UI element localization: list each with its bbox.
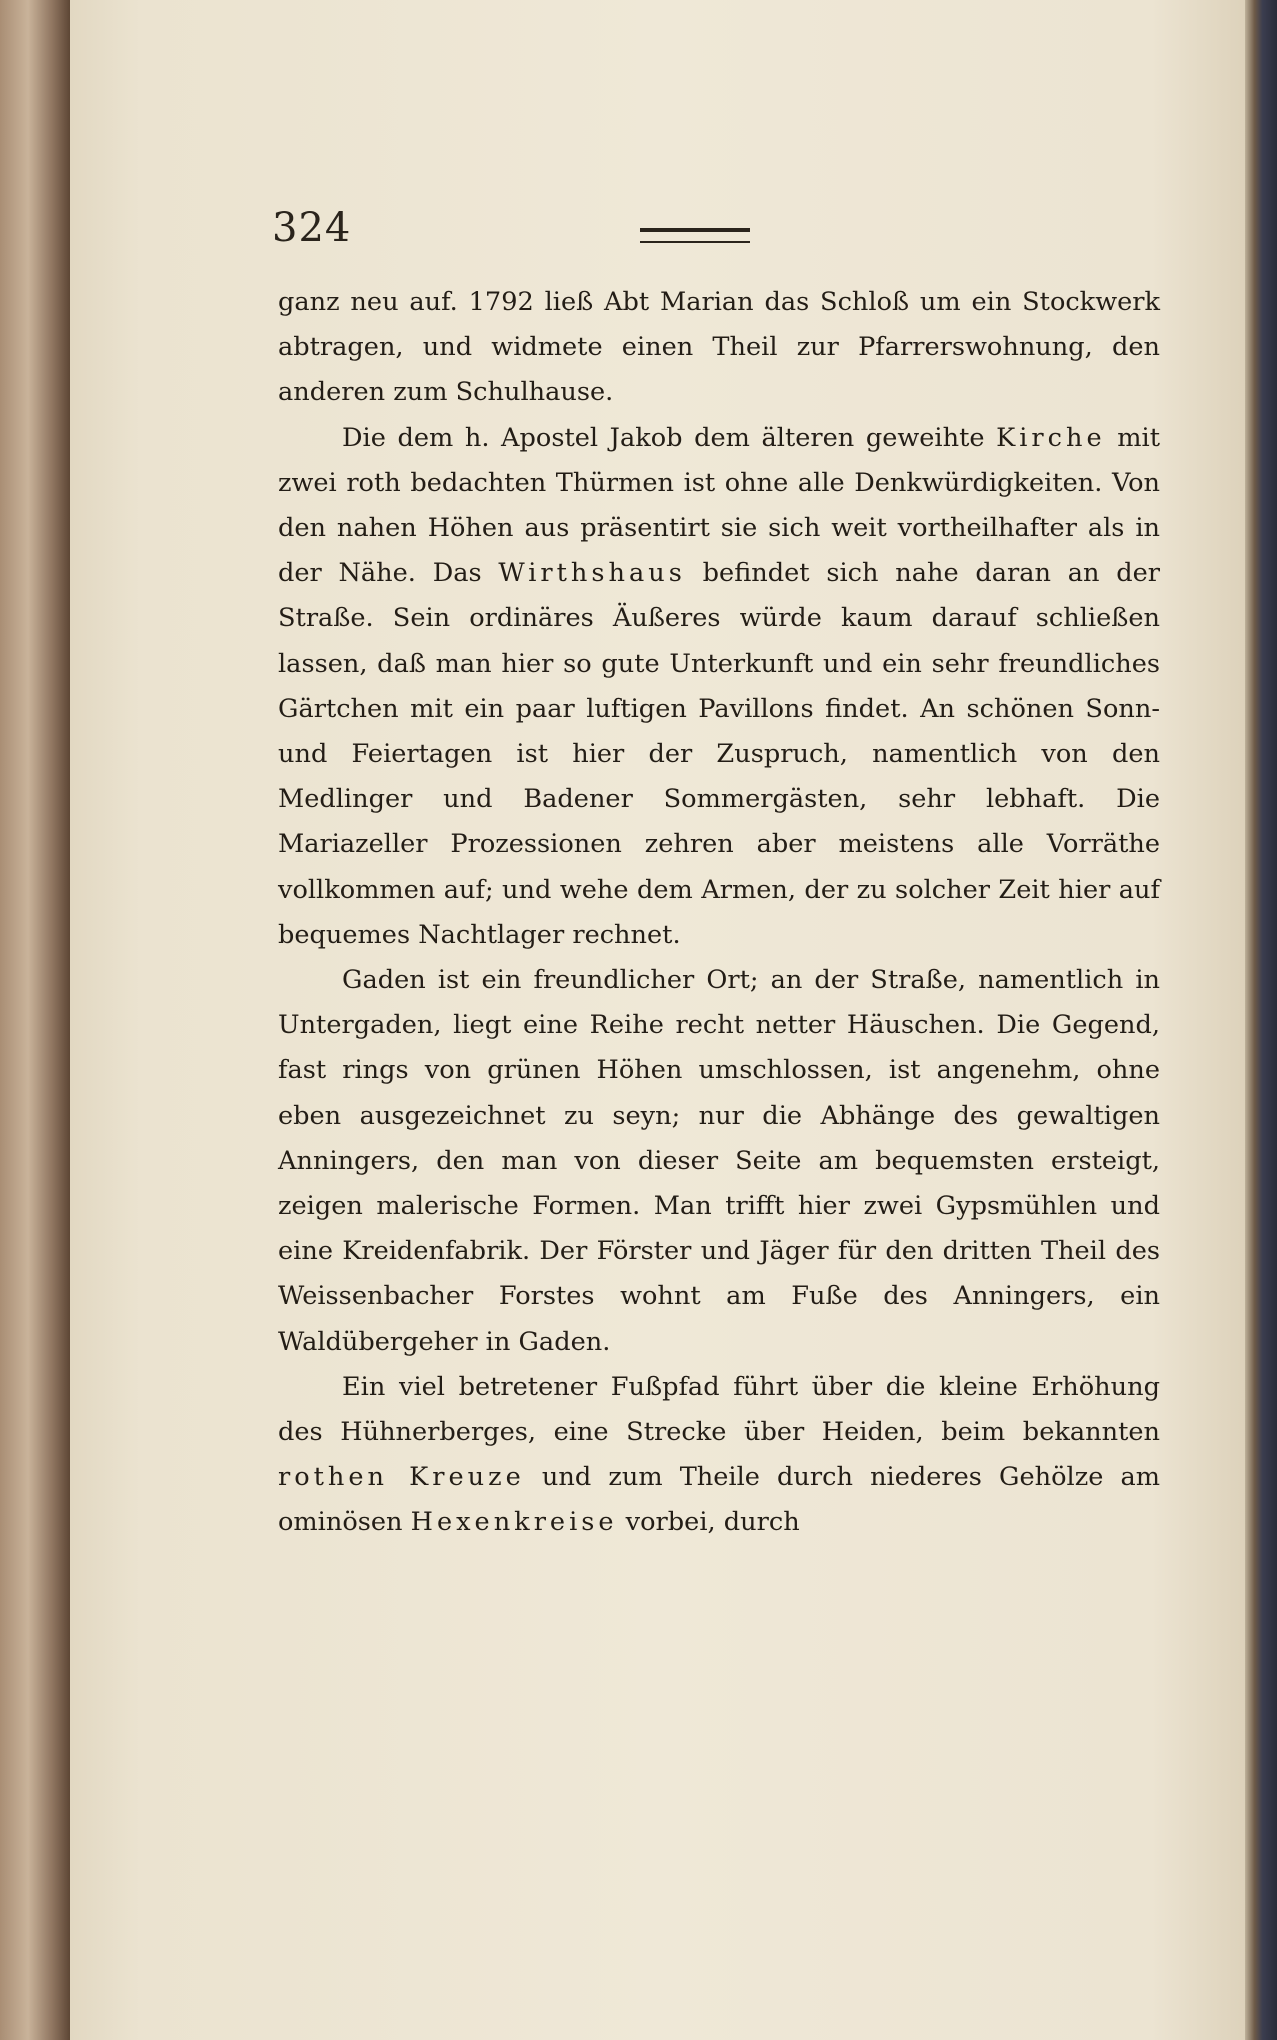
text-segment: ganz neu auf. 1792 ließ Abt Marian das Schloß um ein Stockwerk abtragen, und widmete einen Theil zur Pfarrerswohnung, den anderen zum Schulhause. [278, 287, 1160, 408]
paragraph [278, 280, 1160, 416]
spaced-term-kirche: Kirche [996, 422, 1106, 453]
paragraph [278, 1365, 1160, 1546]
text-segment: vorbei, durch [617, 1507, 800, 1538]
text-segment: Ein viel betretener Fußpfad führt über die kleine Erhöhung des Hühnerberges, eine Strecke über Heiden, beim bekannten [278, 1371, 1160, 1448]
paragraph [278, 958, 1160, 1365]
page-number: 324 [272, 205, 352, 251]
body-text [278, 280, 1160, 1546]
spaced-term-rothen-kreuze: rothen Kreuze [278, 1462, 525, 1493]
text-segment: mit zwei roth bedachten Thürmen ist ohne alle Denkwürdigkeiten. Von den nahen Höhen aus präsentirt sie sich weit vortheilhafter als in der Nähe. Das [278, 422, 1160, 589]
text-segment: befindet sich nahe daran an der Straße. Sein ordinäres Äußeres würde kaum darauf schließen lassen, daß man hier so gute Unterkunft und ein sehr freundliches Gärtchen mit ein paar luftigen Pavillons findet. An schönen Sonn- und Feiertagen ist hier der Zuspruch, namentlich von den Medlinger und Badener Sommergästen, sehr lebhaft. Die Mariazeller Prozessionen zehren aber meistens alle Vorräthe vollkommen auf; und wehe dem Armen, der zu solcher Zeit hier auf bequemes Nachtlager rechnet. [278, 558, 1160, 950]
spaced-term-wirthshaus: Wirthshaus [498, 558, 686, 589]
spaced-term-hexenkreise: Hexenkreise [410, 1507, 618, 1538]
text-segment: und zum Theile durch niederes Gehölze am ominösen [278, 1462, 1160, 1538]
page-header [210, 205, 1170, 265]
book-edge-right [1245, 0, 1277, 2040]
text-segment: Gaden ist ein freundlicher Ort; an der Straße, namentlich in Untergaden, liegt eine Reihe recht netter Häuschen. Die Gegend, fast rings von grünen Höhen umschlossen, ist angenehm, ohne eben ausgezeichnet zu seyn; nur die Abhänge des gewaltigen Anningers, den man von dieser Seite am bequemsten ersteigt, zeigen malerische Formen. Man trifft hier zwei Gypsmühlen und eine Kreidenfabrik. Der Förster und Jäger für den dritten Theil des Weissenbacher Forstes wohnt am Fuße des Anningers, ein Waldübergeher in Gaden. [278, 965, 1160, 1357]
paragraph [278, 416, 1160, 958]
book-spine-left [0, 0, 70, 2040]
header-rule [640, 228, 750, 243]
text-segment: Die dem h. Apostel Jakob dem älteren geweihte [342, 422, 997, 453]
